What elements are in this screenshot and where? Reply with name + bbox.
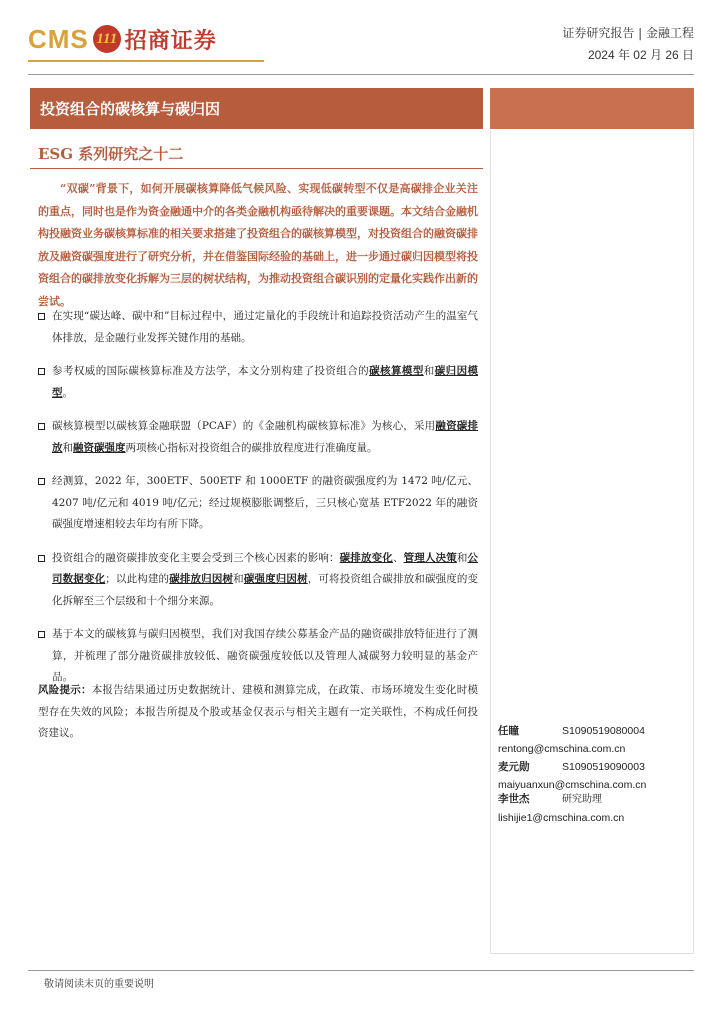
report-title: 投资组合的碳核算与碳归因 (40, 100, 221, 118)
highlight-term: 碳核算模型 (369, 365, 424, 377)
subtitle-divider (30, 168, 483, 169)
key-points-list (38, 306, 478, 701)
logo-cms-text: CMS (28, 23, 89, 54)
bullet-text: 、 (392, 551, 404, 564)
analyst-card (498, 758, 688, 794)
list-item (38, 471, 478, 536)
side-panel (490, 130, 694, 954)
checkbox-bullet-icon (38, 631, 45, 638)
bullet-text: 两项核心指标对投资组合的碳排放程度进行准确度量。 (125, 441, 378, 454)
cms-logo (28, 22, 217, 56)
analyst-email[interactable]: rentong@cmschina.com.cn (498, 743, 626, 755)
highlight-term: 碳强度归因树 (243, 573, 308, 585)
bullet-text: 和 (423, 365, 435, 377)
report-date: 2024 年 02 月 26 日 (587, 48, 694, 62)
bullet-text: 在实现“碳达峰、碳中和”目标过程中，通过定量化的手段统计和追踪投资活动产生的温室气体排放，是金融行业发挥关键作用的基础。 (52, 310, 478, 344)
analyst-name: 李世杰 (498, 793, 530, 805)
highlight-term: 融资碳排放 (52, 420, 479, 454)
analyst-name: 麦元勋 (498, 761, 530, 773)
bullet-text: 碳核算模型以碳核算金融联盟（PCAF）的《金融机构碳核算标准》为核心，采用 (52, 420, 436, 432)
bullet-text: 和 (456, 551, 468, 564)
analyst-card (498, 790, 688, 827)
analyst-name: 任瞳 (498, 725, 519, 737)
bullet-text: 和 (62, 441, 73, 454)
bullet-text: 参考权威的国际碳核算标准及方法学，本文分别构建了投资组合的 (52, 365, 370, 377)
logo-underline (28, 60, 264, 62)
header-divider (28, 74, 694, 75)
highlight-term: 管理人决策 (403, 551, 457, 564)
bullet-text: 和 (233, 573, 244, 585)
analyst-cert: S1090519090003 (562, 761, 645, 773)
list-item (38, 548, 478, 613)
header-meta (562, 22, 694, 66)
highlight-term: 融资碳强度 (73, 441, 126, 454)
bullet-text: ；以此构建的 (105, 573, 170, 585)
bullet-text: ，可将投资组合碳排放和碳强度的变化拆解至三个层级和十个细分来源。 (52, 573, 479, 607)
bullet-text: 基于本文的碳核算与碳归因模型，我们对我国存续公募基金产品的融资碳排放特征进行了测算，并梳理了部分融资碳排放较低、融资碳强度较低以及管理人减碳努力较明显的基金产品。 (52, 628, 478, 683)
list-item (38, 306, 478, 349)
analyst-card (498, 722, 688, 758)
checkbox-bullet-icon (38, 555, 45, 562)
bullet-text: 经测算，2022 年，300ETF、500ETF 和 1000ETF 的融资碳强度约为 1472 吨/亿元、4207 吨/亿元和 4019 吨/亿元；经过规模膨胀调整后，三只核心宽基 ETF2022 年的融资碳强度增速相较去年均有所下降。 (52, 475, 478, 530)
list-item (38, 416, 478, 459)
analyst-cert: S1090519080004 (562, 725, 645, 737)
analyst-email[interactable]: lishijie1@cmschina.com.cn (498, 812, 625, 824)
logo-company-name: 招商证券 (124, 28, 217, 54)
checkbox-bullet-icon (38, 478, 45, 485)
risk-warning (38, 680, 478, 745)
logo-badge-icon: 111 (93, 25, 121, 53)
report-subtitle: ESG 系列研究之十二 (38, 145, 184, 163)
highlight-term: 碳排放归因树 (169, 573, 234, 585)
report-type: 证券研究报告 | 金融工程 (562, 26, 694, 40)
checkbox-bullet-icon (38, 368, 45, 375)
list-item (38, 361, 478, 404)
list-item (38, 624, 478, 689)
abstract-paragraph: “双碳”背景下，如何开展碳核算降低气候风险、实现低碳转型不仅是高碳排企业关注的重点，同时也是作为资金融通中介的各类金融机构亟待解决的重要课题。本文结合金融机构投融资业务碳核算标准的相关要求搭建了投资组合的碳核算模型，对投资组合的融资碳排放及融资碳强度进行了研究分析，并在借鉴国际经验的基础上，进一步通过碳归因模型将投资组合的碳排放变化拆解为三层的树状结构，为推动投资组合碳识别的定量化实践作出新的尝试。 (38, 182, 478, 308)
checkbox-bullet-icon (38, 313, 45, 320)
footer-note: 敬请阅读末页的重要说明 (44, 979, 154, 990)
highlight-term: 碳归因模型 (52, 365, 479, 399)
footer-divider (28, 970, 694, 971)
bullet-text: 。 (62, 386, 73, 399)
checkbox-bullet-icon (38, 423, 45, 430)
side-title-bar (490, 88, 694, 129)
highlight-term: 公司数据变化 (52, 551, 479, 585)
bullet-text: 投资组合的融资碳排放变化主要会受到三个核心因素的影响： (52, 551, 340, 564)
analyst-email[interactable]: maiyuanxun@cmschina.com.cn (498, 779, 647, 791)
risk-label: 风险提示： (38, 684, 92, 696)
analyst-role: 研究助理 (562, 794, 602, 805)
report-title-bar (30, 88, 483, 129)
risk-text: 本报告结果通过历史数据统计、建模和测算完成，在政策、市场环境发生变化时模型存在失效的风险；本报告所提及个股或基金仅表示与相关主题有一定关联性，不构成任何投资建议。 (38, 684, 478, 739)
highlight-term: 碳排放变化 (339, 551, 393, 564)
